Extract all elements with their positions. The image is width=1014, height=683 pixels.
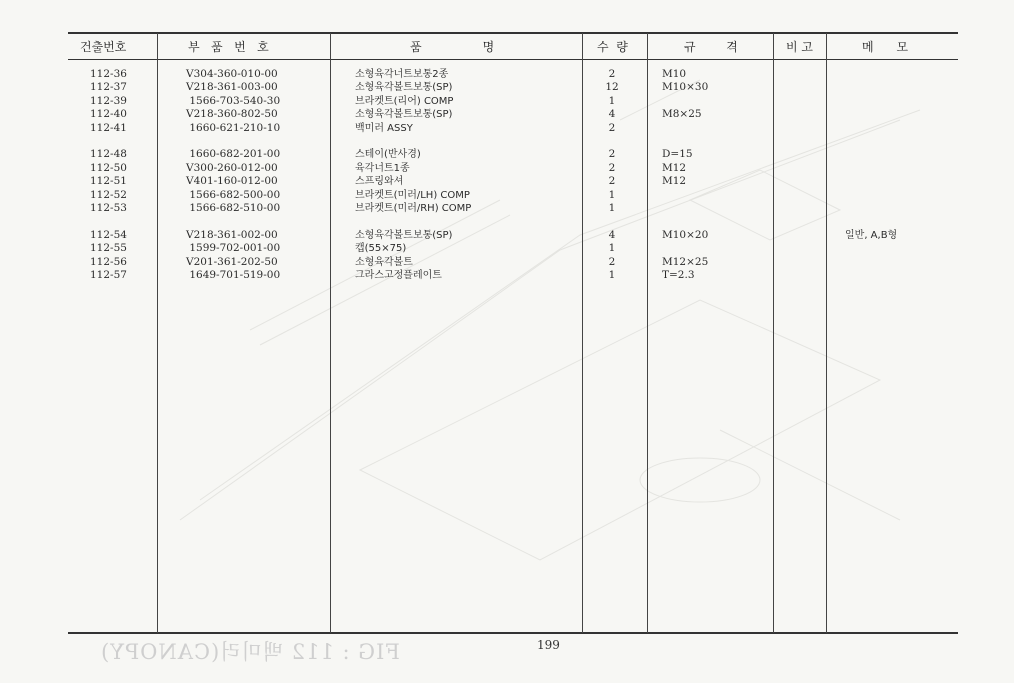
row-part-name: 소형육각볼트보통(SP) [355, 82, 453, 94]
column-divider [157, 33, 158, 633]
row-number: 112-54 [90, 228, 127, 241]
row-number: 112-51 [90, 175, 127, 188]
row-number: 112-57 [90, 269, 127, 281]
row-number: 112-56 [90, 255, 127, 268]
row-quantity: 1 [608, 188, 616, 201]
header-no: 건출번호 [80, 40, 127, 54]
row-part-number: V201-361-202-50 [186, 255, 278, 268]
row-number: 112-39 [90, 94, 127, 107]
row-number: 112-50 [90, 161, 127, 174]
column-divider [826, 33, 827, 633]
row-number: 112-48 [90, 148, 127, 161]
row-part-name: 소형육각너트보통2종 [355, 69, 449, 80]
row-spec: M10×30 [662, 81, 709, 94]
row-part-name: 브라켓트(리어) COMP [355, 95, 454, 107]
row-quantity: 4 [608, 228, 616, 241]
row-number: 112-52 [90, 188, 127, 201]
bleed-through-caption: FIG : 112 백미러(CANOPY) [100, 640, 400, 664]
row-quantity: 12 [605, 81, 619, 94]
row-number: 112-37 [90, 81, 127, 94]
row-part-number: V218-360-802-50 [186, 108, 278, 121]
row-quantity: 1 [608, 269, 616, 281]
row-part-name: 브라켓트(미러/LH) COMP [355, 189, 470, 201]
header-spec: 규 격 [684, 40, 738, 54]
row-part-number: 1566-682-500-00 [186, 188, 281, 201]
row-spec: M8×25 [662, 108, 702, 121]
row-part-number: V218-361-002-00 [186, 228, 278, 241]
column-divider [582, 33, 583, 633]
row-part-number: 1660-682-201-00 [186, 148, 281, 161]
row-part-name: 브라켓트(미러/RH) COMP [355, 203, 472, 214]
row-part-number: 1649-701-519-00 [186, 269, 281, 281]
row-part-name: 스테이(반사경) [355, 149, 421, 161]
row-spec: D=15 [662, 148, 693, 161]
header-quantity: 수 량 [597, 40, 628, 54]
page-number: 199 [537, 638, 560, 652]
row-part-number: V401-160-012-00 [186, 175, 278, 188]
table-bottom-rule [68, 632, 958, 634]
row-part-name: 소형육각볼트보통(SP) [355, 229, 453, 241]
row-spec: M10×20 [662, 228, 709, 241]
header-part-name: 품 명 [410, 40, 495, 54]
row-spec: M12×25 [662, 255, 709, 268]
row-part-number: V304-360-010-00 [186, 68, 278, 80]
row-quantity: 1 [608, 202, 616, 214]
row-quantity: 2 [608, 255, 616, 268]
row-part-name: 육각너트1종 [355, 162, 410, 174]
row-number: 112-40 [90, 108, 127, 121]
row-spec: M10 [662, 68, 687, 80]
column-divider [330, 33, 331, 633]
column-divider [773, 33, 774, 633]
row-quantity: 2 [608, 148, 616, 161]
row-number: 112-55 [90, 242, 127, 255]
row-quantity: 2 [608, 121, 616, 134]
row-quantity: 4 [608, 108, 616, 121]
row-spec: M12 [662, 175, 687, 188]
row-quantity: 2 [608, 161, 616, 174]
header-top-rule [68, 32, 958, 34]
row-part-name: 캡(55×75) [355, 243, 407, 255]
row-part-number: 1566-682-510-00 [186, 202, 281, 214]
row-quantity: 1 [608, 242, 616, 255]
row-memo: 일반, A,B형 [845, 229, 898, 241]
row-part-number: 1599-702-001-00 [186, 242, 281, 255]
row-part-number: V300-260-012-00 [186, 161, 278, 174]
row-spec: M12 [662, 161, 687, 174]
row-part-name: 백미러 ASSY [355, 122, 413, 134]
row-quantity: 2 [608, 175, 616, 188]
row-part-name: 스프링와셔 [355, 176, 404, 188]
row-quantity: 1 [608, 94, 616, 107]
row-quantity: 2 [608, 68, 616, 80]
row-part-number: 1566-703-540-30 [186, 94, 281, 107]
row-part-name: 그라스고정플레이트 [355, 270, 442, 281]
row-part-number: 1660-621-210-10 [186, 121, 281, 134]
row-part-name: 소형육각볼트보통(SP) [355, 109, 453, 121]
row-number: 112-41 [90, 121, 127, 134]
header-bottom-rule [68, 59, 958, 60]
column-divider [647, 33, 648, 633]
header-memo: 메 모 [862, 40, 909, 54]
row-part-number: V218-361-003-00 [186, 81, 278, 94]
row-number: 112-36 [90, 68, 127, 80]
row-spec: T=2.3 [662, 269, 695, 281]
header-part-number: 부 품 번 호 [188, 40, 269, 54]
row-number: 112-53 [90, 202, 127, 214]
header-remark: 비 고 [786, 40, 813, 54]
row-part-name: 소형육각볼트 [355, 256, 413, 268]
